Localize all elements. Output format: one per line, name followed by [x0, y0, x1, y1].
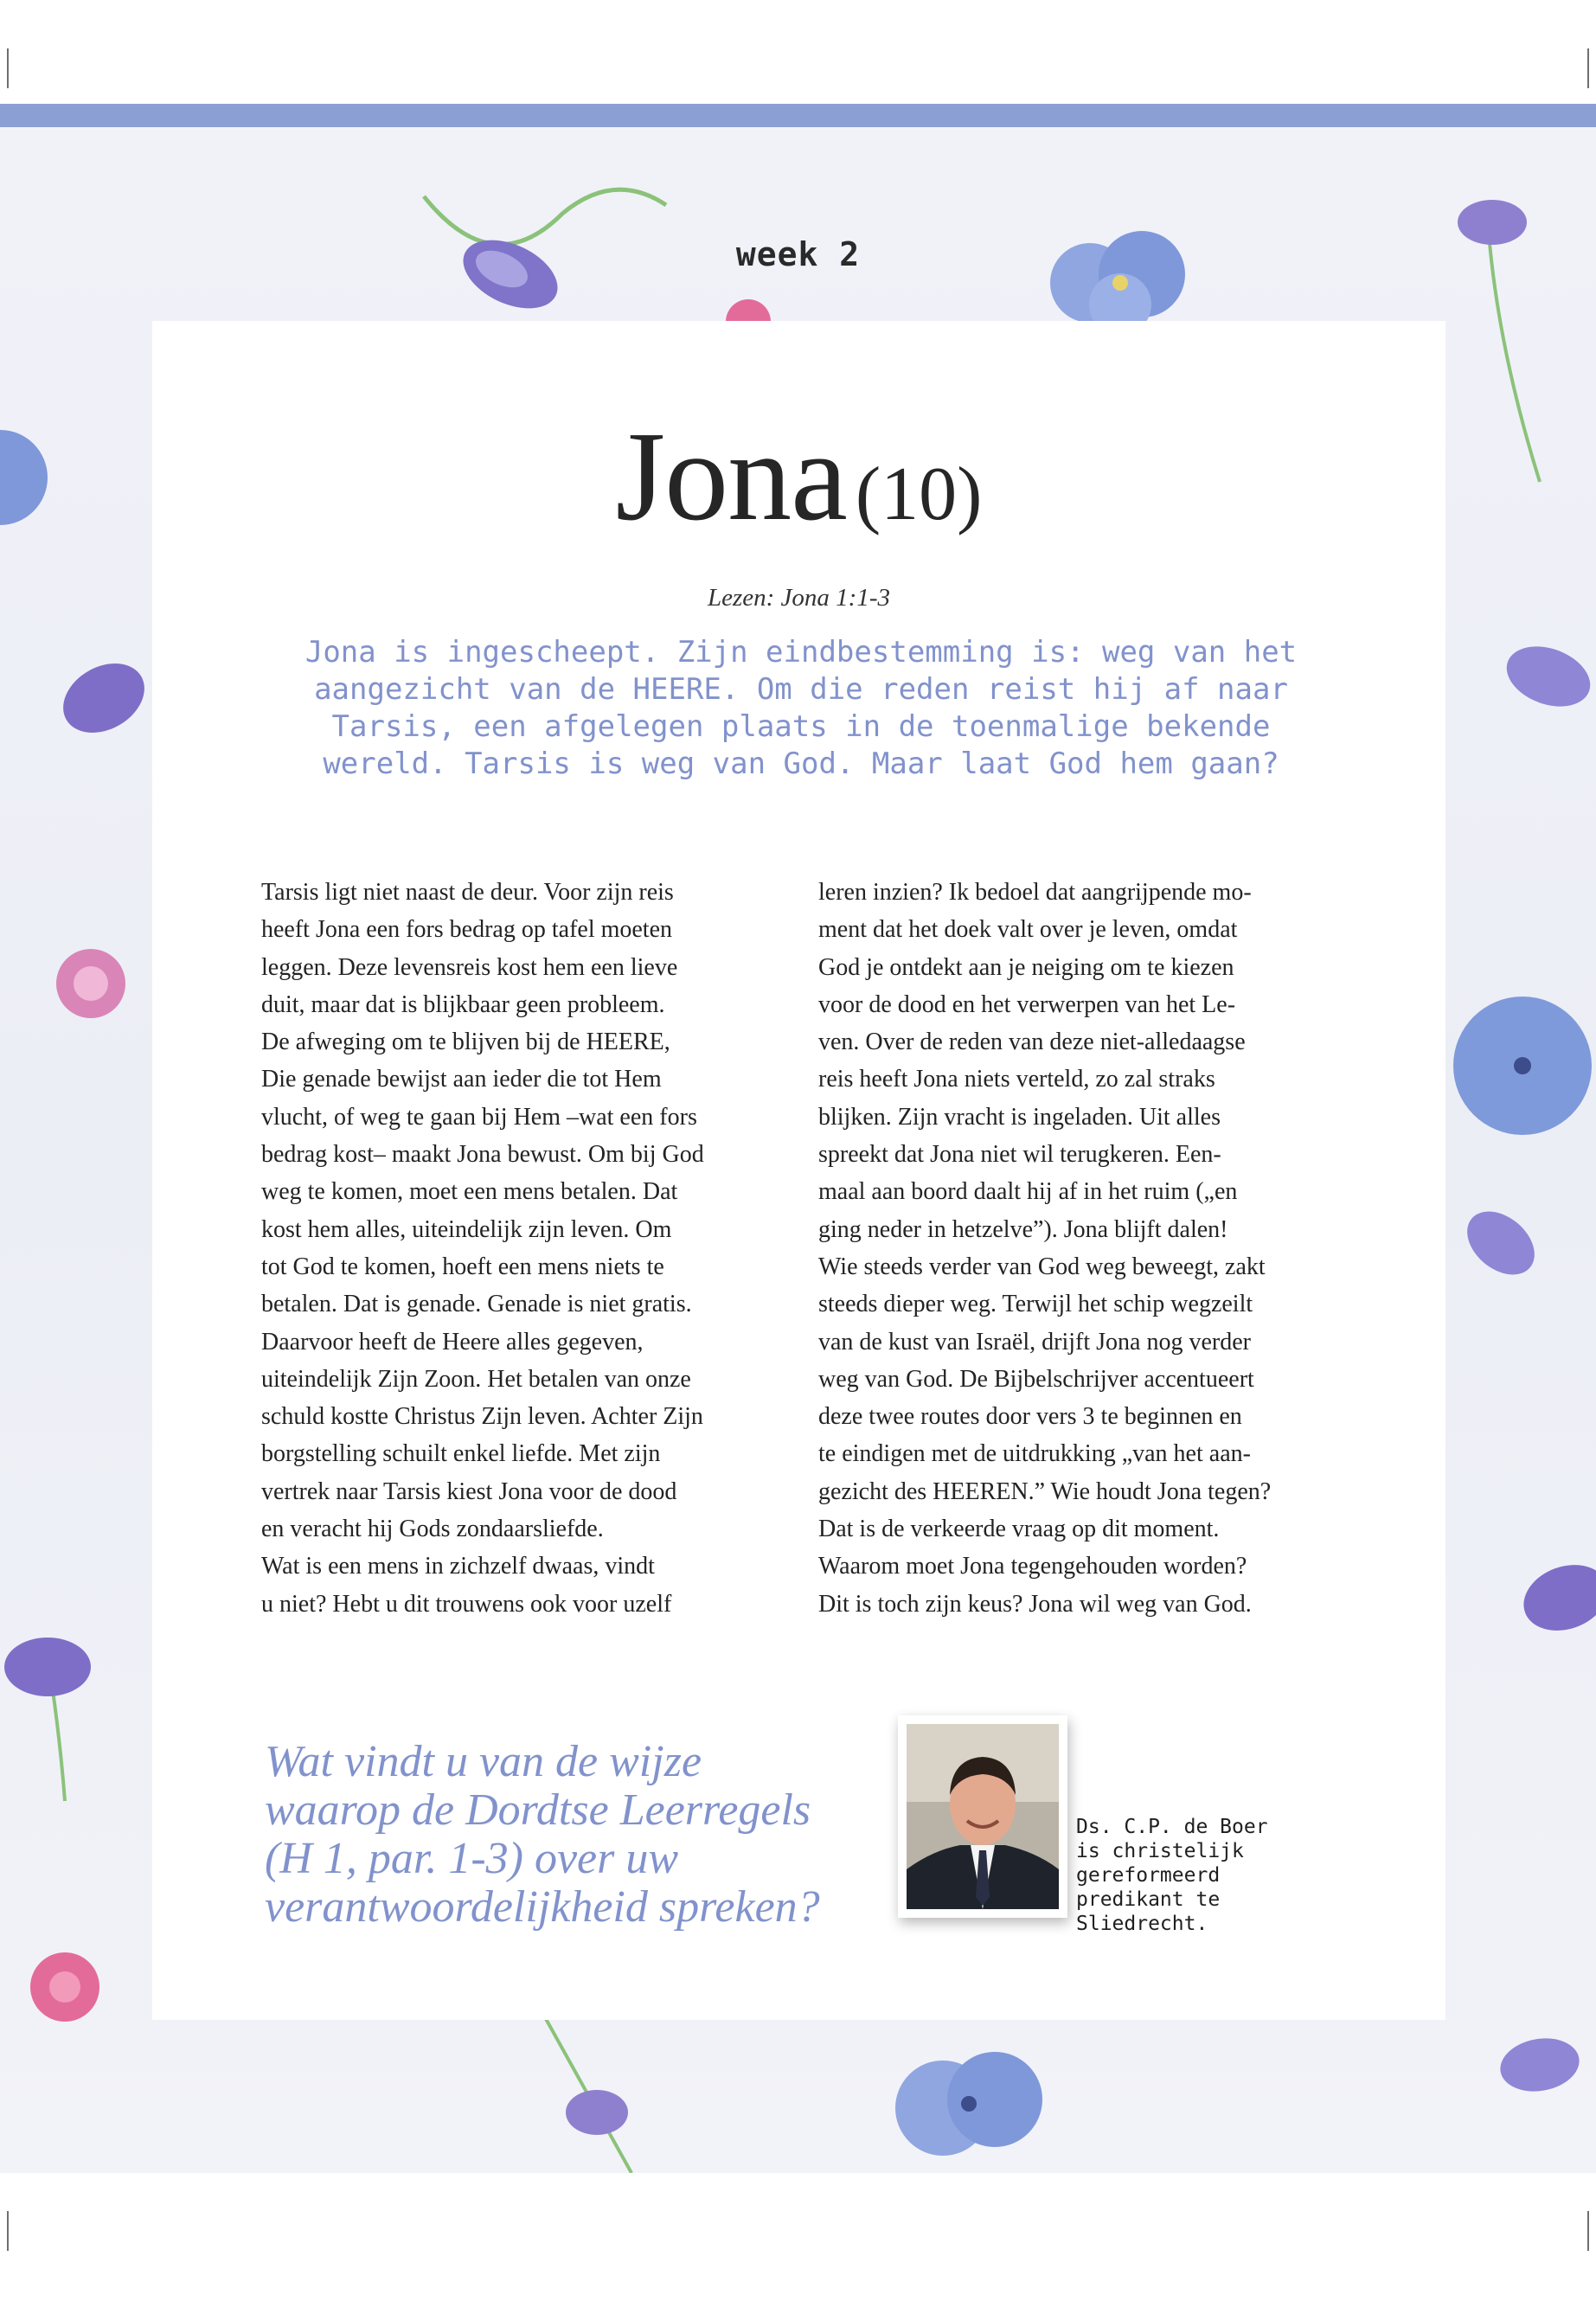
- author-line: is christelijk: [1076, 1840, 1244, 1862]
- title-main: Jona: [615, 406, 847, 548]
- body-line: Wat is een mens in zichzelf dwaas, vindt: [261, 1553, 655, 1580]
- article-card: [152, 321, 1445, 2020]
- body-line: Tarsis ligt niet naast de deur. Voor zijn reis: [261, 879, 674, 906]
- body-line: reis heeft Jona niets verteld, zo zal straks: [818, 1066, 1215, 1093]
- intro-text: [256, 634, 1346, 783]
- crop-mark-bottom-right: [1587, 2211, 1589, 2251]
- crop-mark-top-right: [1587, 48, 1589, 88]
- body-line: voor de dood en het verwerpen van het Le-: [818, 990, 1236, 1018]
- body-line: Waarom moet Jona tegengehouden worden?: [818, 1553, 1247, 1580]
- body-line: spreekt dat Jona niet wil terugkeren. Een-: [818, 1141, 1221, 1169]
- bellflower-icon: [1453, 1191, 1548, 1295]
- body-column-right: [818, 874, 1346, 1623]
- bellflower-icon: [1436, 170, 1566, 499]
- author-line: Sliedrecht.: [1076, 1913, 1208, 1935]
- body-line: De afweging om te blijven bij de HEERE,: [261, 1029, 670, 1056]
- body-column-left: [261, 874, 789, 1623]
- body-line: weg te komen, moet een mens betalen. Dat: [261, 1178, 678, 1206]
- body-line: Wie steeds verder van God weg beweegt, zakt: [818, 1253, 1266, 1280]
- author-portrait-icon: [907, 1724, 1059, 1909]
- bellflower-icon: [0, 1615, 104, 1805]
- question-line: waarop de Dordtse Leerregels: [265, 1785, 811, 1835]
- top-color-band: [0, 104, 1596, 127]
- body-line: Die genade bewijst aan ieder die tot Hem: [261, 1066, 662, 1093]
- bellflower-icon: [1514, 1529, 1596, 1676]
- body-line: en veracht hij Gods zondaarsliefde.: [261, 1516, 604, 1543]
- bellflower-icon: [1497, 629, 1596, 724]
- body-line: ven. Over de reden van deze niet-alledaagse: [818, 1029, 1246, 1056]
- body-line: betalen. Dat is genade. Genade is niet gratis.: [261, 1291, 692, 1318]
- question-line: verantwoordelijkheid spreken?: [265, 1882, 820, 1932]
- reading-reference: Lezen: Jona 1:1-3: [707, 584, 890, 612]
- body-line: ging neder in hetzelve”). Jona blijft dalen!: [818, 1215, 1228, 1243]
- body-line: Daarvoor heeft de Heere alles gegeven,: [261, 1328, 644, 1356]
- body-line: heeft Jona een fors bedrag op tafel moeten: [261, 916, 673, 944]
- body-line: van de kust van Israël, drijft Jona nog verder: [818, 1328, 1251, 1356]
- author-line: gereformeerd: [1076, 1864, 1221, 1887]
- body-line: duit, maar dat is blijkbaar geen probleem.: [261, 990, 665, 1018]
- intro-line: aangezicht van de HEERE. Om die reden reist hij af naar: [314, 672, 1288, 707]
- intro-line: Tarsis, een afgelegen plaats in de toenmalige bekende: [331, 709, 1271, 744]
- crop-mark-top-left: [7, 48, 9, 88]
- body-line: weg van God. De Bijbelschrijver accentueert: [818, 1365, 1254, 1393]
- body-line: u niet? Hebt u dit trouwens ook voor uzelf: [261, 1590, 672, 1618]
- body-line: borgstelling schuilt enkel liefde. Met zijn: [261, 1440, 661, 1468]
- body-line: bedrag kost– maakt Jona bewust. Om bij God: [261, 1141, 704, 1169]
- bellflower-icon: [1471, 2013, 1592, 2117]
- body-line: leren inzien? Ik bedoel dat aangrijpende mo-: [818, 879, 1252, 906]
- author-photo: [898, 1715, 1067, 1918]
- body-line: steeds dieper weg. Terwijl het schip wegzeilt: [818, 1291, 1253, 1318]
- question-line: (H 1, par. 1-3) over uw: [265, 1834, 679, 1883]
- violet-flower-icon: [0, 413, 61, 542]
- body-line: schuld kostte Christus Zijn leven. Achter Zijn: [261, 1403, 703, 1431]
- body-line: Dat is de verkeerde vraag op dit moment.: [818, 1516, 1220, 1543]
- bellflower-icon: [519, 2017, 683, 2173]
- body-line: vlucht, of weg te gaan bij Hem –wat een fors: [261, 1103, 697, 1131]
- body-line: tot God te komen, hoeft een mens niets te: [261, 1253, 664, 1280]
- body-line: kost hem alles, uiteindelijk zijn leven. Om: [261, 1215, 672, 1243]
- body-line: leggen. Deze levensreis kost hem een lieve: [261, 953, 678, 981]
- body-line: vertrek naar Tarsis kiest Jona voor de dood: [261, 1477, 677, 1505]
- author-line: predikant te: [1076, 1888, 1221, 1911]
- violet-flower-icon: [882, 2030, 1055, 2169]
- body-line: Dit is toch zijn keus? Jona wil weg van God.: [818, 1590, 1252, 1618]
- article-title: [152, 403, 1445, 550]
- crop-mark-bottom-left: [7, 2211, 9, 2251]
- body-line: maal aan boord daalt hij af in het ruim („en: [818, 1178, 1238, 1206]
- question-line: Wat vindt u van de wijze: [265, 1737, 702, 1786]
- body-line: ment dat het doek valt over je leven, omdat: [818, 916, 1238, 944]
- pink-flower-icon: [48, 940, 134, 1027]
- body-line: uiteindelijk Zijn Zoon. Het betalen van onze: [261, 1365, 691, 1393]
- author-bio: [1076, 1815, 1284, 1936]
- pink-flower-icon: [17, 1944, 112, 2030]
- week-label: week 2: [735, 235, 861, 273]
- bellflower-icon: [52, 638, 164, 759]
- reflection-question: [265, 1738, 888, 1932]
- body-line: te eindigen met de uitdrukking „van het aan-: [818, 1440, 1251, 1468]
- intro-line: wereld. Tarsis is weg van God. Maar laat God hem gaan?: [323, 747, 1279, 781]
- body-line: blijken. Zijn vracht is ingeladen. Uit alles: [818, 1103, 1221, 1131]
- violet-flower-icon: [1445, 984, 1596, 1148]
- body-line: God je ontdekt aan je neiging om te kiezen: [818, 953, 1234, 981]
- title-number: (10): [855, 452, 983, 536]
- intro-line: Jona is ingescheept. Zijn eindbestemming is: weg van het: [304, 635, 1298, 670]
- body-line: deze twee routes door vers 3 te beginnen en: [818, 1403, 1242, 1431]
- author-line: Ds. C.P. de Boer: [1076, 1816, 1268, 1838]
- body-line: gezicht des HEEREN.” Wie houdt Jona tegen?: [818, 1477, 1272, 1505]
